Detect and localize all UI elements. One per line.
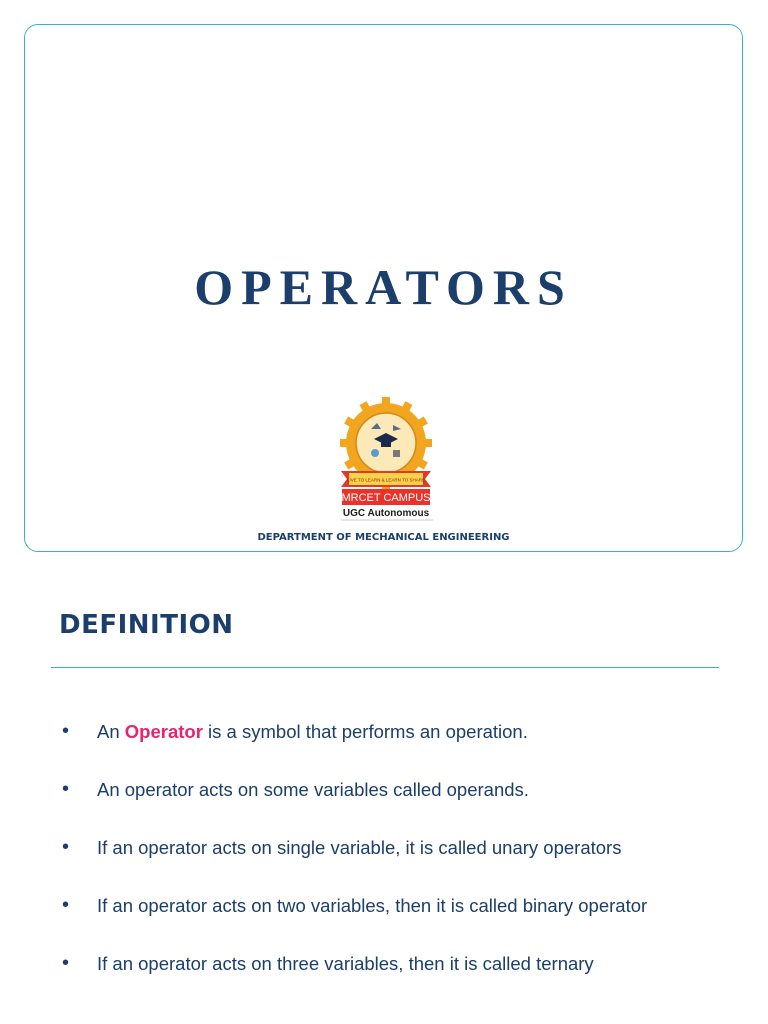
operator-highlight: Operator — [124, 721, 203, 742]
list-item — [62, 706, 712, 757]
section-heading: DEFINITION — [59, 610, 234, 640]
bullet-text: If an operator acts on single variable, it is called unary operators — [97, 837, 622, 858]
slide-title: OPERATORS — [194, 259, 573, 315]
bullet-dot-icon: • — [62, 720, 70, 742]
bullet-text-before: An — [97, 721, 125, 742]
bullet-dot-icon: • — [62, 778, 70, 800]
mrcet-logo — [321, 395, 451, 525]
title-slide — [24, 24, 743, 552]
list-item — [62, 764, 712, 815]
logo-ribbon-text: LIVE TO LEARN & LEARN TO SHARE — [347, 477, 425, 483]
bullet-text: An operator acts on some variables called operands. — [97, 779, 529, 800]
department-label: DEPARTMENT OF MECHANICAL ENGINEERING — [257, 532, 510, 543]
logo-emblem-icon — [321, 395, 451, 525]
bullet-dot-icon: • — [62, 952, 70, 974]
bullet-list — [62, 706, 712, 989]
list-item — [62, 938, 712, 989]
bullet-dot-icon: • — [62, 894, 70, 916]
bullet-text: If an operator acts on three variables, then it is called ternary — [97, 953, 594, 974]
list-item — [62, 822, 712, 873]
list-item — [62, 880, 712, 931]
bullet-dot-icon: • — [62, 836, 70, 858]
bullet-text: If an operator acts on two variables, then it is called binary operator — [97, 895, 648, 916]
bullet-text-after: is a symbol that performs an operation. — [202, 721, 528, 742]
logo-status-text: UGC Autonomous — [342, 508, 430, 519]
logo-campus-text: MRCET CAMPUS — [341, 492, 431, 504]
heading-divider — [51, 667, 719, 668]
